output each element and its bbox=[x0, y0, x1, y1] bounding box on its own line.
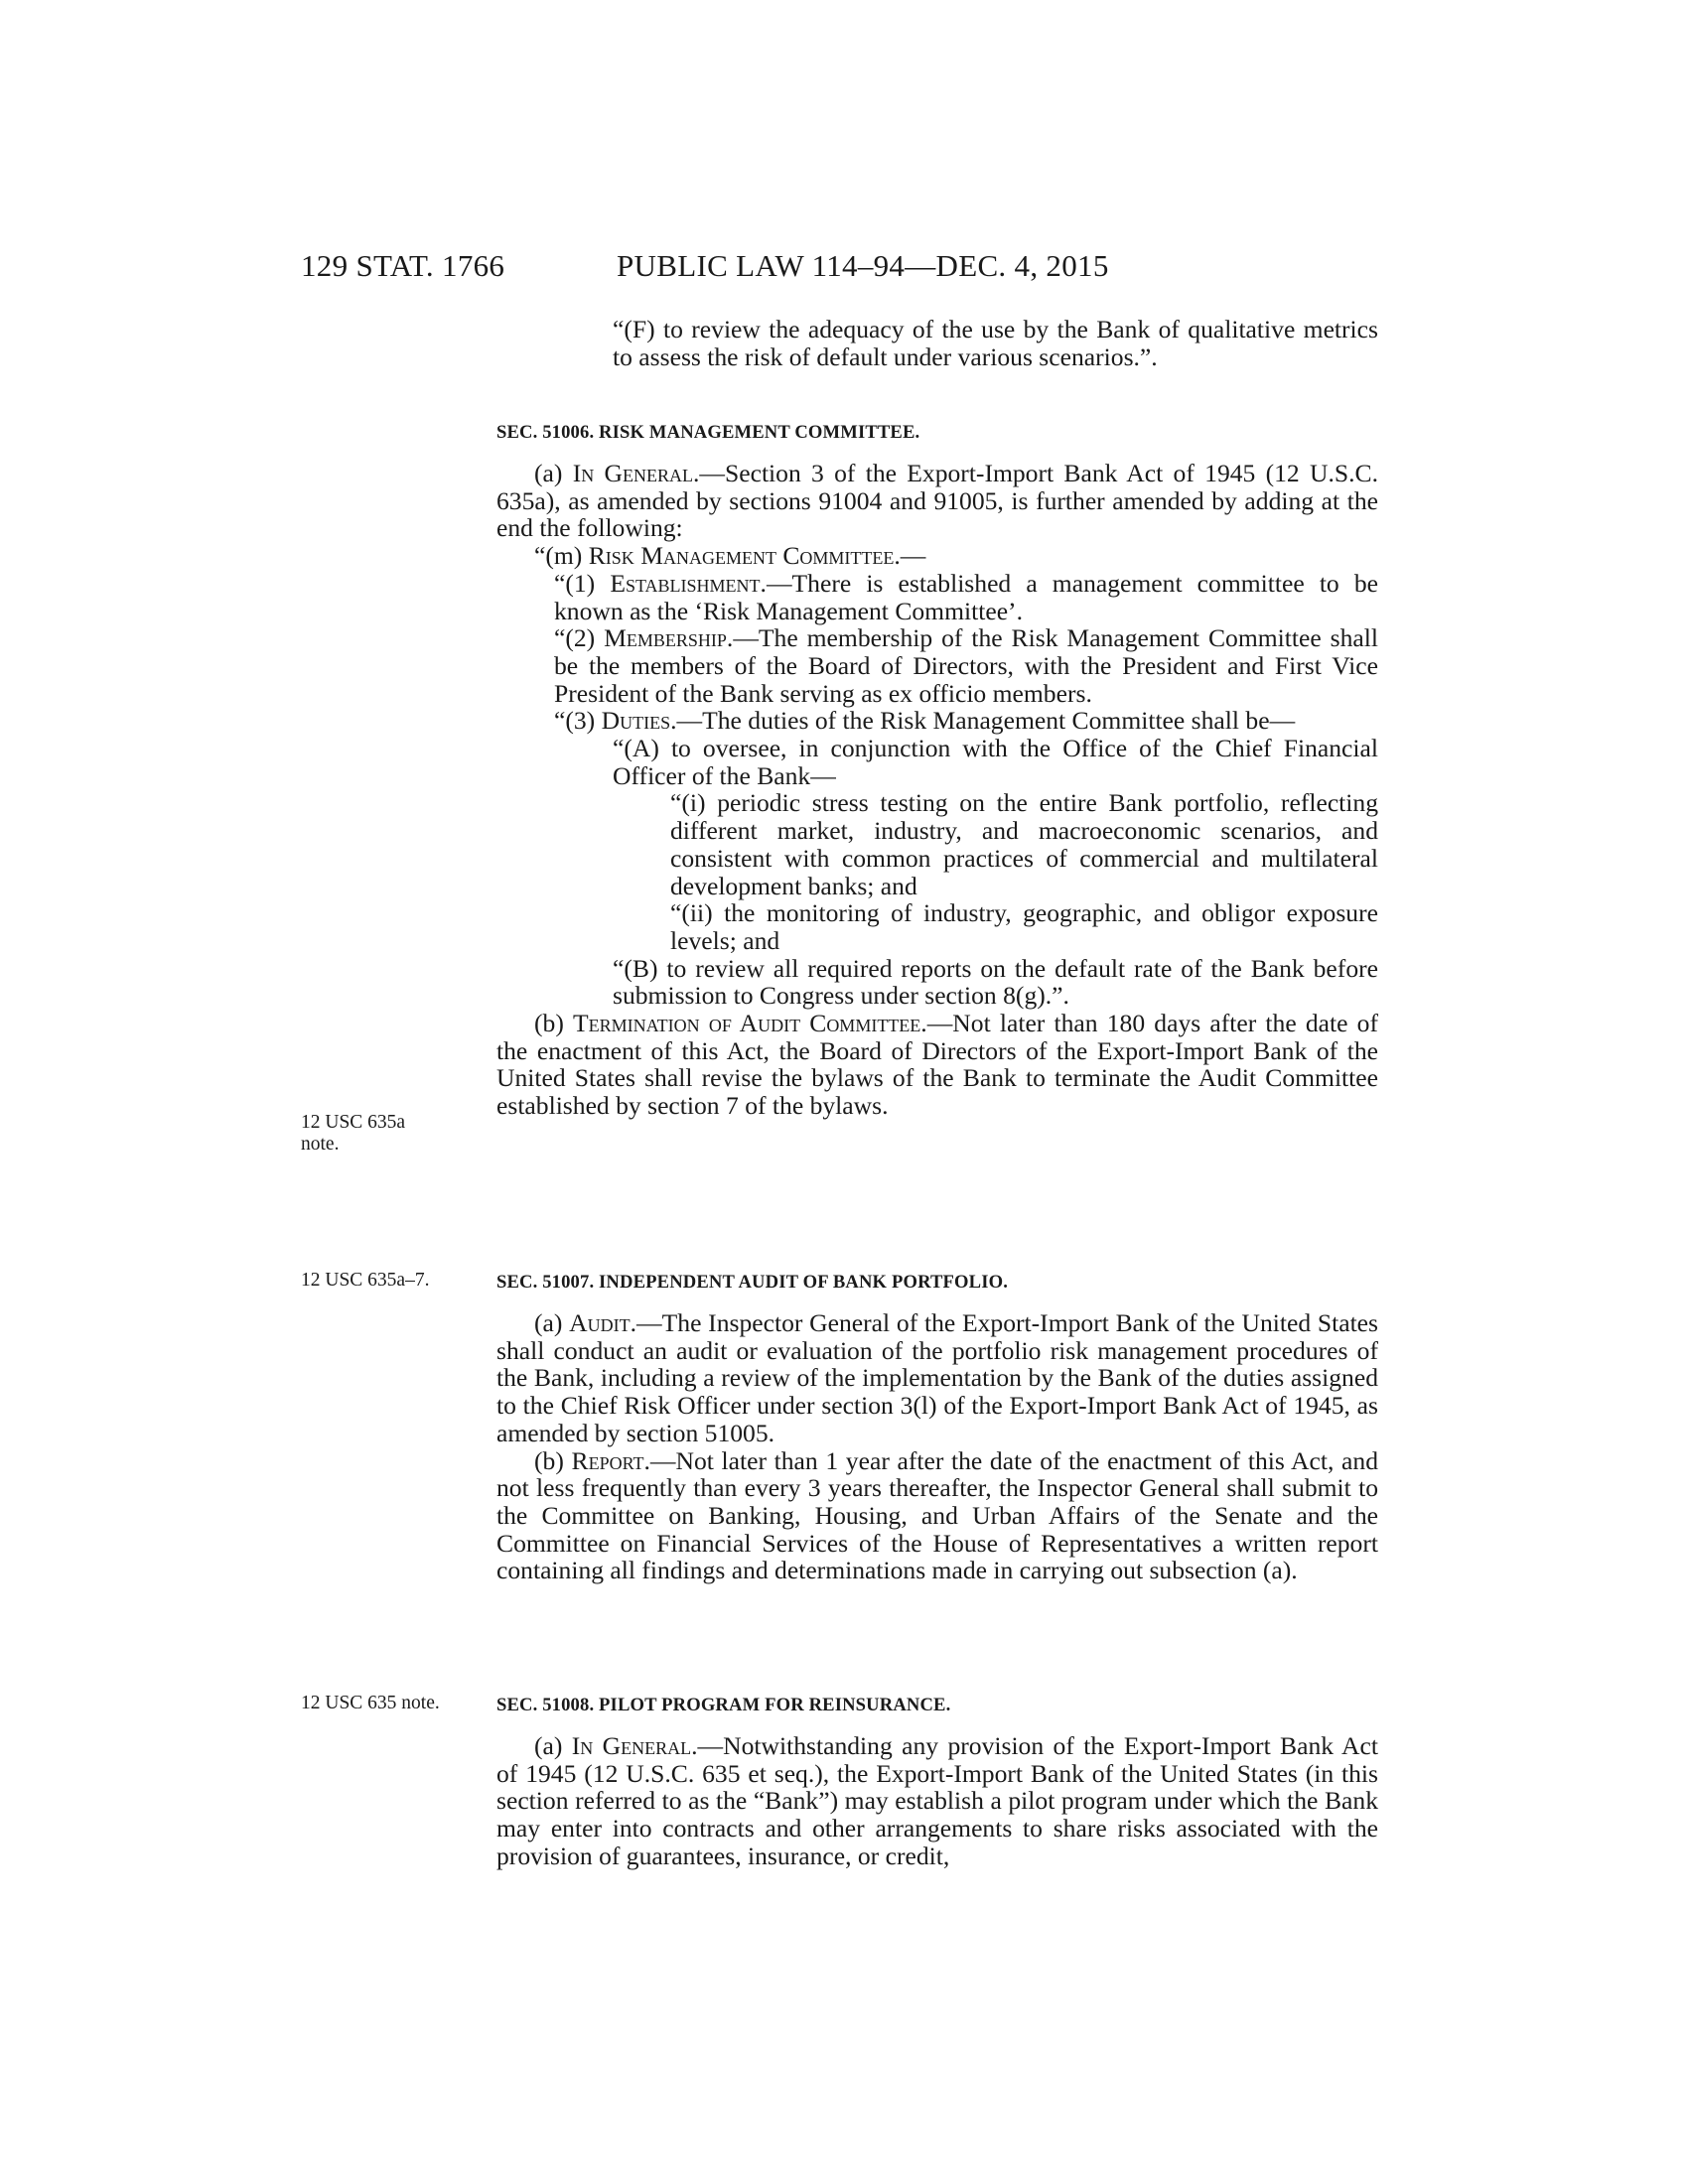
subsection-open: (a) bbox=[534, 1308, 570, 1337]
paragraph-open: “(m) bbox=[534, 541, 589, 571]
section-51007-heading: SEC. 51007. INDEPENDENT AUDIT OF BANK PORTFOLIO. bbox=[496, 1272, 1009, 1293]
running-header: PUBLIC LAW 114–94—DEC. 4, 2015 bbox=[617, 248, 1109, 283]
paragraph-label: Membership. bbox=[604, 623, 734, 653]
section-51008-body bbox=[496, 1732, 1378, 1870]
paragraph-text: —The duties of the Risk Management Committee shall be— bbox=[676, 706, 1296, 736]
subsection-label: Audit. bbox=[569, 1308, 637, 1337]
subsection-open: (b) bbox=[534, 1445, 572, 1475]
subsection-51008-a bbox=[496, 1732, 1378, 1870]
paragraph-label: Duties. bbox=[601, 706, 677, 736]
section-51007 bbox=[496, 1274, 1378, 1293]
subsection-label: In General. bbox=[572, 459, 700, 487]
paragraph-dash: — bbox=[900, 541, 926, 571]
subsection-open: (a) bbox=[534, 1731, 572, 1760]
section-51008 bbox=[496, 1697, 1378, 1715]
section-51007-body bbox=[496, 1309, 1378, 1584]
subsection-open: (b) bbox=[534, 1009, 574, 1038]
subsection-label: In General. bbox=[571, 1731, 698, 1760]
paragraph-open: “(2) bbox=[554, 623, 605, 653]
clause-A-ii: “(ii) the monitoring of industry, geographic, and obligor exposure levels; and bbox=[670, 898, 1378, 955]
subsection-51006-b bbox=[496, 1010, 1378, 1120]
paragraph-m1 bbox=[496, 570, 1378, 624]
paragraph-label: Establishment. bbox=[610, 568, 767, 598]
subsection-51006-a: (a) In General.—Section 3 of the Export-Import Bank Act of 1945 (12 U.S.C. 635a), as amended by sections 91004 and 91005, is further amended by adding at the end the following: bbox=[496, 459, 1378, 543]
subsection-text: —Not later than 1 year after the date of the enactment of this Act, and not less frequently than every 3 years thereafter, the Inspector General shall submit to the Committee on Banking, Housing, and Urban Affairs of the Senate and the Committee on Financial Services of the House of Representatives a written report containing all findings and determinations made in carrying out subsection (a). bbox=[496, 1445, 1378, 1585]
subsection-label: Termination of Audit Committee. bbox=[573, 1009, 927, 1038]
clause-A-i: “(i) periodic stress testing on the entire Bank portfolio, reflecting different market, industry, and macroeconomic scenarios, and consistent with common practices of commercial and multilateral development banks; and bbox=[670, 788, 1378, 900]
clause-F: “(F) to review the adequacy of the use by the Bank of qualitative metrics to assess the risk of default under various scenarios.”. bbox=[613, 315, 1378, 371]
paragraph-F-continuation bbox=[496, 316, 1378, 370]
margin-note-635a-7: 12 USC 635a–7. bbox=[301, 1270, 430, 1291]
section-51006-body bbox=[496, 460, 1378, 1120]
margin-note-635a-note: 12 USC 635a note. bbox=[301, 1112, 406, 1155]
paragraph-label: Risk Management Committee. bbox=[588, 541, 901, 571]
section-51006 bbox=[496, 424, 1378, 443]
margin-note-635-note: 12 USC 635 note. bbox=[301, 1693, 440, 1713]
paragraph-m2 bbox=[496, 624, 1378, 707]
subparagraph-B: “(B) to review all required reports on the default rate of the Bank before submission to Congress under section 8(g).”. bbox=[613, 953, 1378, 1011]
section-51008-heading: SEC. 51008. PILOT PROGRAM FOR REINSURANCE. bbox=[496, 1695, 951, 1715]
subsection-label: Report. bbox=[571, 1445, 650, 1475]
paragraph-text: —There is established a management committee to be known as the ‘Risk Management Committee’. bbox=[554, 568, 1378, 625]
subsection-51007-a bbox=[496, 1309, 1378, 1447]
paragraph-m3 bbox=[496, 707, 1378, 735]
paragraph-open: “(1) bbox=[554, 568, 611, 598]
subsection-text: —The Inspector General of the Export-Import Bank of the United States shall conduct an audit or evaluation of the portfolio risk management procedures of the Bank, including a review of the implementation by the Bank of the duties assigned to the Chief Risk Officer under section 3(l) of the Export-Import Bank Act of 1945, as amended by section 51005. bbox=[496, 1308, 1379, 1447]
section-51006-heading: SEC. 51006. RISK MANAGEMENT COMMITTEE. bbox=[496, 422, 920, 443]
subsection-text: —Not later than 180 days after the date of the enactment of this Act, the Board of Directors of the Export-Import Bank of the United States shall revise the bylaws of the Bank to terminate the Audit Committee established by section 7 of the bylaws. bbox=[496, 1009, 1378, 1121]
subsection-51007-b bbox=[496, 1447, 1378, 1585]
subsection-m bbox=[496, 542, 1378, 570]
subsection-text: —Notwithstanding any provision of the Export-Import Bank Act of 1945 (12 U.S.C. 635 et seq.), the Export-Import Bank of the United States (in this section referred to as the “Bank”) may establish a pilot program under which the Bank may enter into contracts and other arrangements to share risks associated with the provision of guarantees, insurance, or credit, bbox=[496, 1731, 1378, 1870]
page-citation: 129 STAT. 1766 bbox=[301, 248, 505, 283]
paragraph-open: “(3) bbox=[554, 706, 602, 736]
paragraph-text: —The membership of the Risk Management Committee shall be the members of the Board of Directors, with the President and First Vice President of the Bank serving as ex officio members. bbox=[554, 623, 1378, 708]
subparagraph-A: “(A) to oversee, in conjunction with the Office of the Chief Financial Officer of the Bank— bbox=[613, 734, 1378, 790]
subsection-text: —Section 3 of the Export-Import Bank Act of 1945 (12 U.S.C. 635a), as amended by sections 91004 and 91005, is further amended by adding at the end the following: bbox=[496, 459, 1378, 543]
